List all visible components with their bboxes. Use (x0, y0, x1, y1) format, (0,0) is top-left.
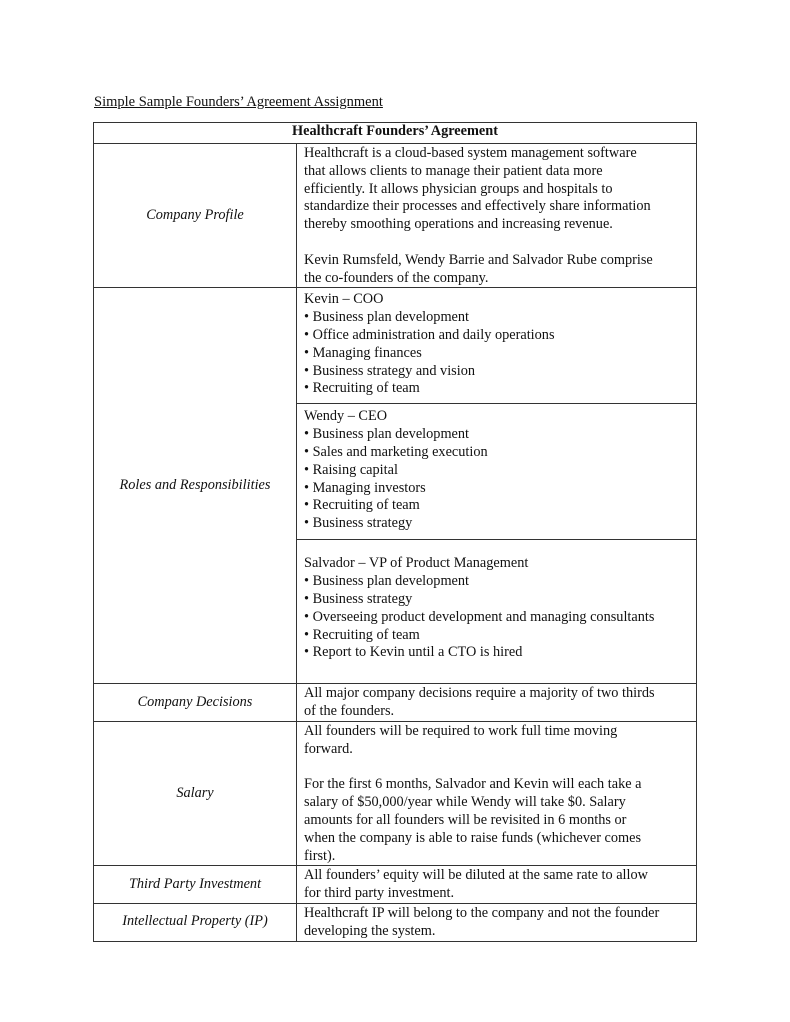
company-decisions-label: Company Decisions (94, 684, 297, 722)
text-line: for third party investment. (304, 885, 455, 902)
founders-agreement-table (93, 122, 697, 942)
founder-title: Kevin – COO (304, 291, 384, 308)
third-party-investment-row (94, 866, 697, 904)
text-line: efficiently. It allows physician groups and hospitals to (304, 180, 613, 197)
role-item: • Report to Kevin until a CTO is hired (304, 644, 523, 661)
third-party-investment-content (297, 866, 697, 904)
role-item: • Business strategy (304, 590, 413, 607)
text-line: standardize their processes and effectively share information (304, 198, 651, 215)
role-item: • Office administration and daily operations (304, 326, 555, 343)
role-item: • Business strategy and vision (304, 362, 475, 379)
founder-wendy-roles (297, 404, 696, 540)
founder-title: Wendy – CEO (304, 408, 388, 425)
text-line: All major company decisions require a majority of two thirds (304, 685, 655, 702)
role-item: • Recruiting of team (304, 497, 420, 514)
text-line: of the founders. (304, 703, 395, 720)
text-line: that allows clients to manage their patient data more (304, 162, 603, 179)
roles-content (297, 288, 697, 684)
company-profile-row (94, 144, 697, 288)
text-line: forward. (304, 740, 353, 757)
role-item: • Business plan development (304, 426, 470, 443)
founder-title: Salvador – VP of Product Management (304, 555, 529, 572)
role-item: • Sales and marketing execution (304, 443, 488, 460)
document-title: Simple Sample Founders’ Agreement Assignment (94, 94, 383, 110)
text-line: Healthcraft is a cloud-based system management software (304, 145, 637, 161)
intellectual-property-label: Intellectual Property (IP) (94, 903, 297, 941)
role-item: • Recruiting of team (304, 380, 420, 397)
text-line: first). (304, 847, 336, 864)
founder-kevin-roles (297, 288, 696, 404)
company-decisions-content (297, 684, 697, 722)
text-line: developing the system. (304, 922, 436, 939)
third-party-investment-label: Third Party Investment (94, 866, 297, 904)
roles-row (94, 288, 697, 684)
role-item: • Recruiting of team (304, 626, 420, 643)
text-line: the co-founders of the company. (304, 269, 489, 286)
table-header: Healthcraft Founders’ Agreement (94, 123, 697, 144)
text-line: amounts for all founders will be revisited in 6 months or (304, 811, 627, 828)
role-item: • Business plan development (304, 309, 470, 326)
text-line: Healthcraft IP will belong to the company and not the founder (304, 904, 660, 921)
intellectual-property-content (297, 903, 697, 941)
text-line: For the first 6 months, Salvador and Kevin will each take a (304, 776, 642, 793)
text-line: thereby smoothing operations and increasing revenue. (304, 216, 613, 233)
role-item: • Raising capital (304, 461, 398, 478)
intellectual-property-row (94, 903, 697, 941)
paragraph-gap (304, 759, 690, 777)
salary-row (94, 721, 697, 865)
paragraph-gap (304, 234, 690, 252)
roles-label: Roles and Responsibilities (94, 288, 297, 684)
role-item: • Business plan development (304, 573, 470, 590)
table-header-row (94, 123, 697, 144)
text-line: Kevin Rumsfeld, Wendy Barrie and Salvador Rube comprise (304, 251, 653, 268)
company-profile-content (297, 144, 697, 288)
text-line: All founders’ equity will be diluted at the same rate to allow (304, 867, 648, 884)
text-line: All founders will be required to work full time moving (304, 722, 618, 739)
role-item: • Overseeing product development and managing consultants (304, 608, 655, 625)
salary-content (297, 721, 697, 865)
salary-label: Salary (94, 721, 297, 865)
role-item: • Managing investors (304, 479, 426, 496)
role-item: • Business strategy (304, 515, 413, 532)
company-decisions-row (94, 684, 697, 722)
company-profile-label: Company Profile (94, 144, 297, 288)
role-item: • Managing finances (304, 344, 422, 361)
founder-salvador-roles (297, 540, 696, 683)
text-line: when the company is able to raise funds (whichever comes (304, 829, 642, 846)
text-line: salary of $50,000/year while Wendy will take $0. Salary (304, 794, 626, 811)
